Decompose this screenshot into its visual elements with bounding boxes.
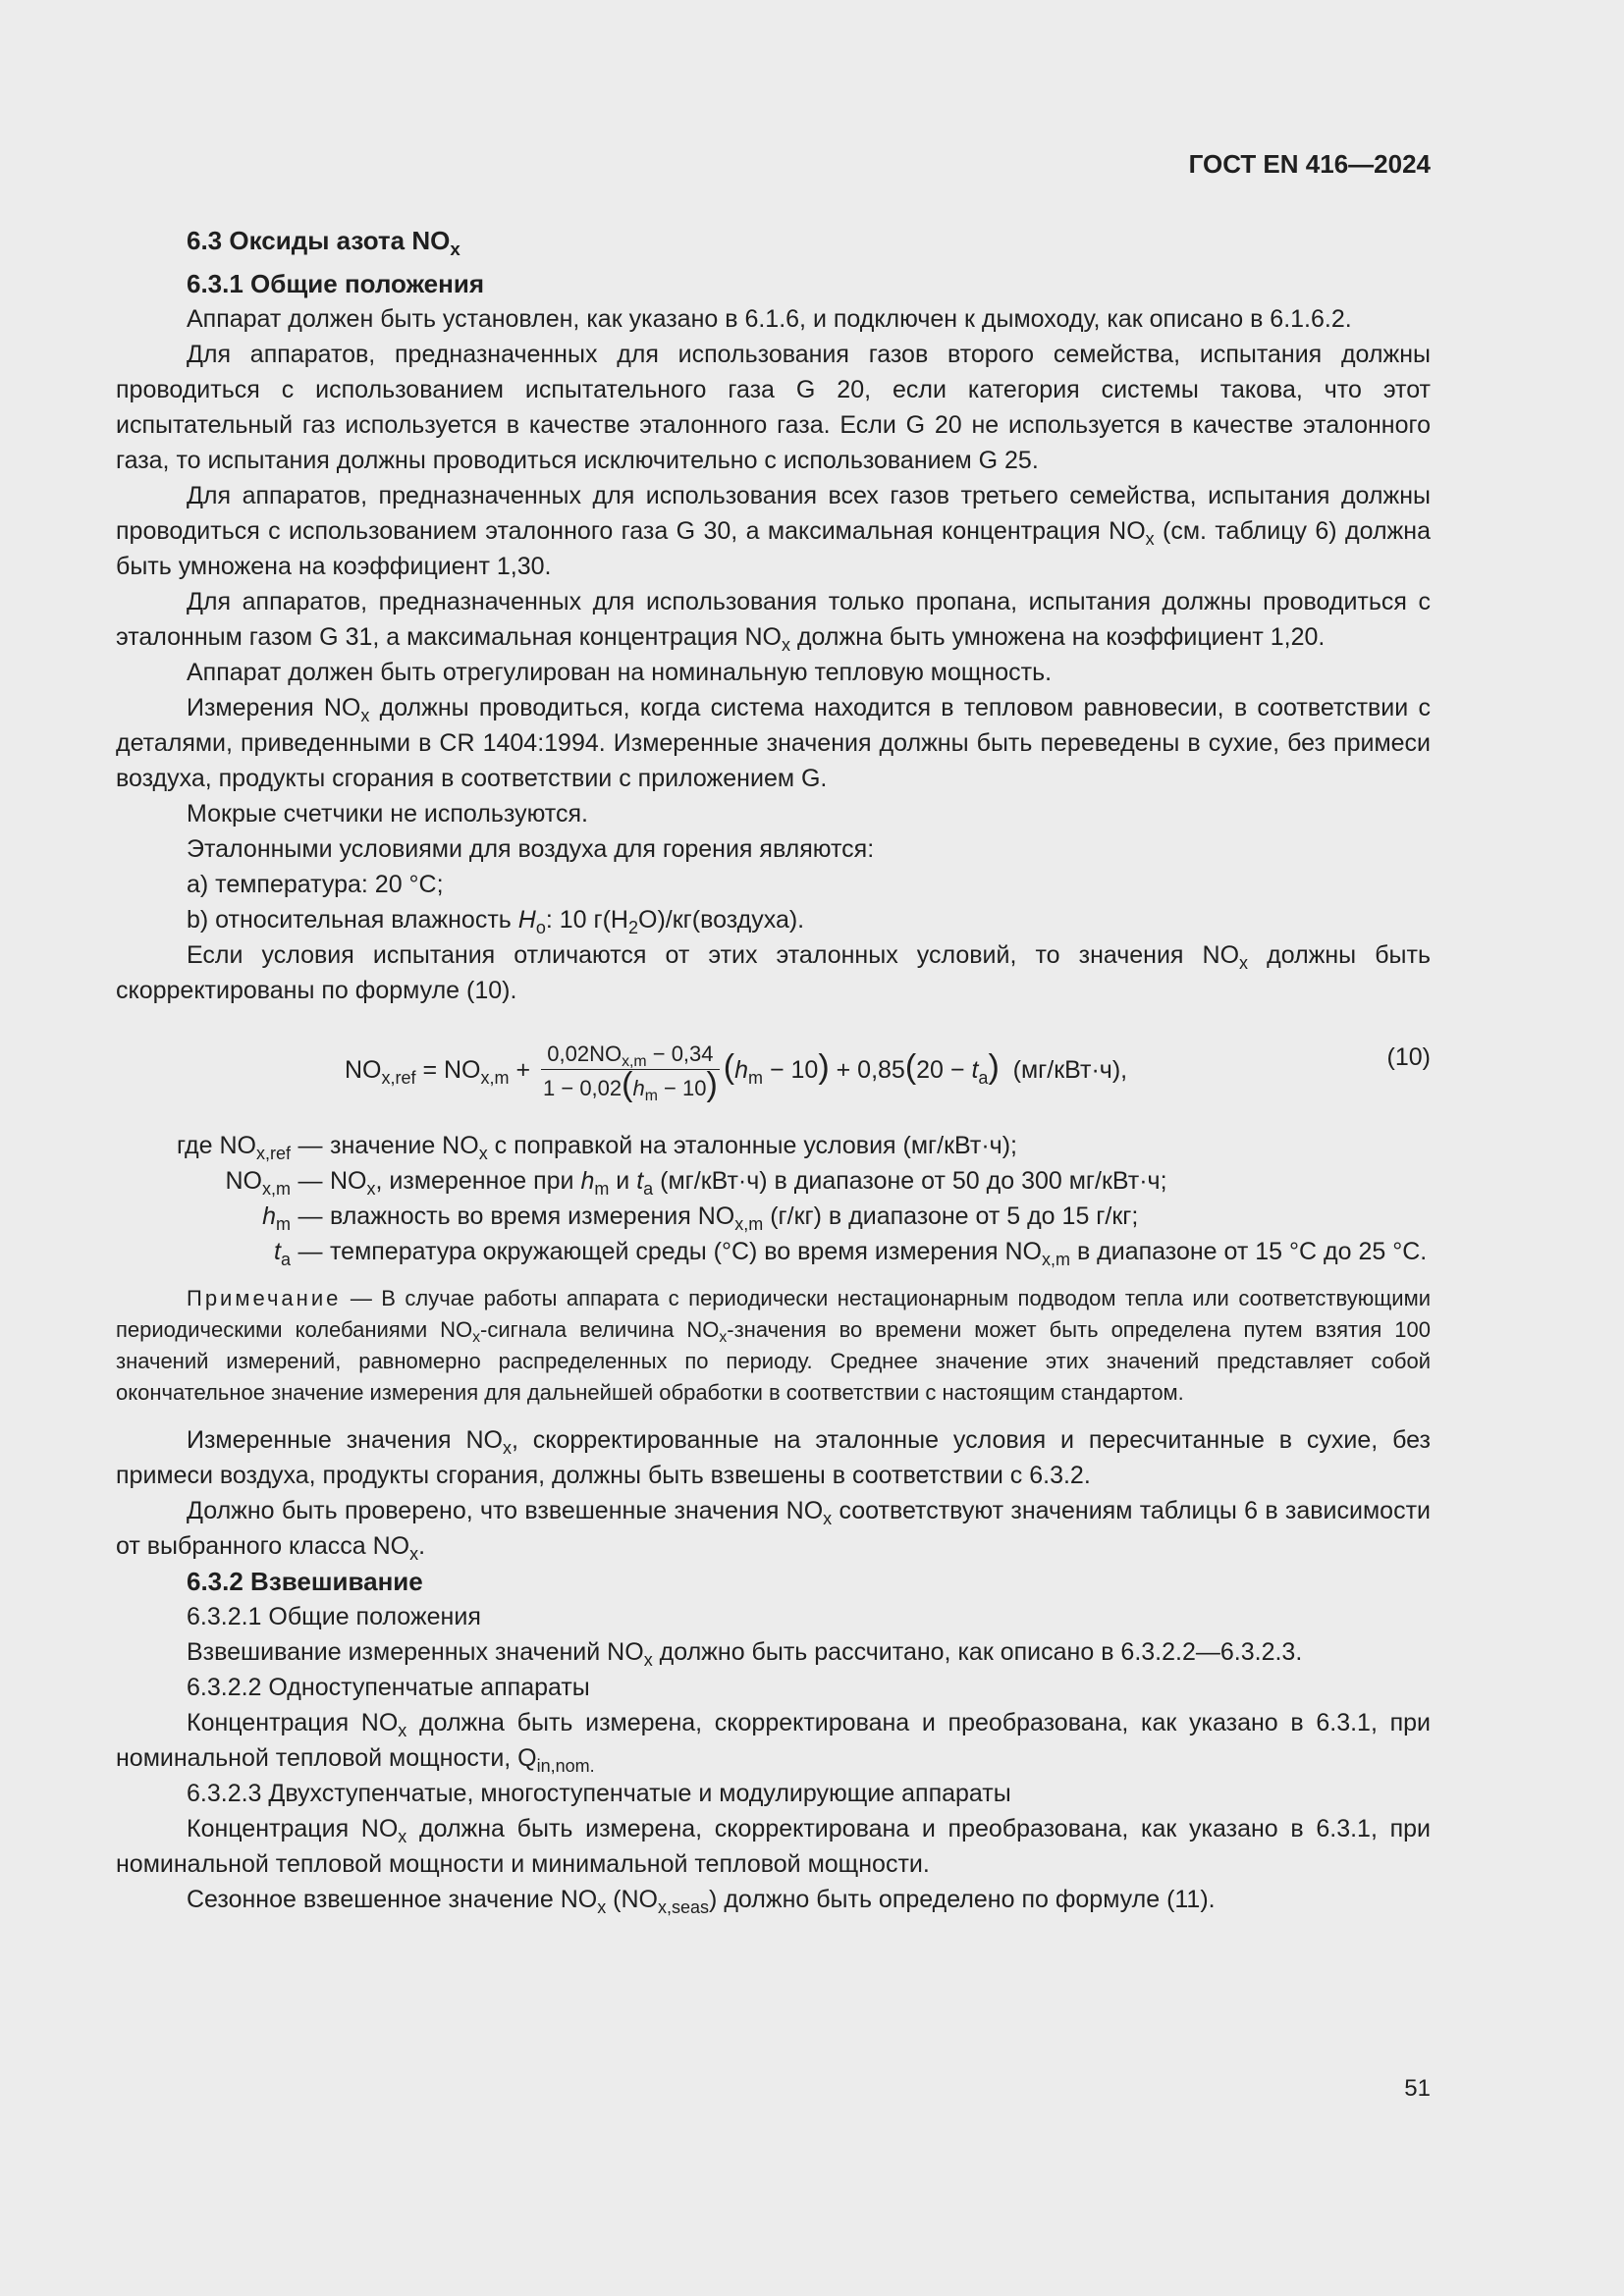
- paragraph: Измеренные значения $NO_x$, скорректированные на эталонные условия и пересчитанные в сухие, без примеси воздуха, продукты сгорания, должны быть взвешены в соответствии с 6.3.2.: [116, 1426, 1431, 1489]
- definition-row: где $NO_{x,ref}$ — значение $NO_x$ с поправкой на эталонные условия (мг/кВт·ч);: [177, 1132, 1017, 1163]
- paragraph: Должно быть проверено, что взвешенные значения $NO_x$ соответствуют значениям таблицы 6 в зависимости от выбранного класса $NO_x$.: [116, 1497, 1431, 1564]
- paragraph: Концентрация $NO_x$ должна быть измерена, скорректирована и преобразована, как указано в 6.3.1, при номинальной тепловой мощности, $Q_{in,nom.}$: [116, 1709, 1431, 1776]
- paragraph: Взвешивание измеренных значений $NO_x$ должно быть рассчитано, как описано в 6.3.2.2—6.3.2.3.: [187, 1638, 1303, 1670]
- variable-definitions: [116, 1128, 1431, 1269]
- paragraph: Аппарат должен быть отрегулирован на номинальную тепловую мощность.: [187, 659, 1053, 686]
- paragraph: Для аппаратов, предназначенных для использования всех газов третьего семейства, испытания должны проводиться с использованием эталонного газа G 30, а максимальная концентрация $NO_x$ (см. таблицу 6) должна быть умножена на коэффициент 1,30.: [116, 482, 1431, 580]
- page-number: 51: [1404, 2075, 1431, 2102]
- section-title-6-3-1: 6.3.1 Общие положения: [187, 269, 484, 298]
- definition-row: $h_m$ — влажность во время измерения $NO_{x,m}$ (г/кг) в диапазоне от 5 до 15 г/кг;: [262, 1202, 1139, 1234]
- paragraph: Для аппаратов, предназначенных для использования газов второго семейства, испытания должны проводиться с использованием испытательного газа G 20, если категория системы такова, что этот испытательный газ используется в качестве эталонного газа. Если G 20 не используется в качестве эталонного газа, то испытания должны проводиться исключительно с использованием G 25.: [116, 341, 1431, 474]
- paragraph: Сезонное взвешенное значение $NO_x$ $(NO_{x,seas})$ должно быть определено по формуле (11).: [187, 1886, 1216, 1917]
- definition-row: $t_a$ — температура окружающей среды (°C) во время измерения $NO_{x,m}$ в диапазоне от 15 °C до 25 °C.: [274, 1238, 1428, 1269]
- paragraph: Измерения $NO_x$ должны проводиться, когда система находится в тепловом равновесии, в соответствии с деталями, приведенными в CR 1404:1994. Измеренные значения должны быть переведены в сухие, без примеси воздуха, продукты сгорания в соответствии с приложением G.: [116, 694, 1431, 792]
- subsection-title: 6.3.2.3 Двухступенчатые, многоступенчатые и модулирующие аппараты: [187, 1780, 1011, 1807]
- note: Примечание — В случае работы аппарата с периодически нестационарным подводом тепла или соответствующими периодическими колебаниями $NO_x$-сигнала величина $NO_x$-значения во времени может быть определена путем взятия 100 значений измерений, равномерно распределенных по периоду. Среднее значение этих значений представляет собой окончательное значение измерения для дальнейшей обработки в соответствии с настоящим стандартом.: [116, 1286, 1431, 1405]
- paragraph: Мокрые счетчики не используются.: [187, 800, 588, 828]
- paragraph: Если условия испытания отличаются от этих эталонных условий, то значения $NO_x$ должны быть скорректированы по формуле (10).: [116, 941, 1431, 1004]
- formula-expression: $NO_{x,ref} = NO_{x,m}$ + $\frac{0,02NO_{x,m} - 0,34}{1 - 0,02(h_m - 10)}$ $(h_m - 10) + 0,85(20 - t_a)$ (мг/кВт·ч),: [345, 1041, 1128, 1105]
- page-content: [116, 223, 1431, 1917]
- paragraph: Для аппаратов, предназначенных для использования только пропана, испытания должны проводиться с эталонным газом G 31, а максимальная концентрация $NO_x$ должна быть умножена на коэффициент 1,20.: [116, 588, 1431, 655]
- subsection-title: 6.3.2.1 Общие положения: [187, 1603, 481, 1630]
- paragraph: Аппарат должен быть установлен, как указано в 6.1.6, и подключен к дымоходу, как описано в 6.1.6.2.: [187, 305, 1352, 333]
- subsection-title: 6.3.2.2 Одноступенчатые аппараты: [187, 1674, 590, 1701]
- paragraph: Эталонными условиями для воздуха для горения являются:: [187, 835, 875, 863]
- formula-fraction: $\frac{0,02NO_{x,m} - 0,34}{1 - 0,02(h_m - 10)}$: [543, 1041, 718, 1105]
- formula-number: (10): [1386, 1043, 1431, 1071]
- list-item: b) относительная влажность $H_o$: 10 $г(H_2O)/кг(воздуха)$.: [187, 906, 805, 937]
- paragraph: Концентрация $NO_x$ должна быть измерена, скорректирована и преобразована, как указано в 6.3.1, при номинальной тепловой мощности и минимальной тепловой мощности.: [116, 1815, 1431, 1878]
- standard-header: ГОСТ EN 416—2024: [1188, 149, 1431, 179]
- section-title-6-3: 6.3 Оксиды азота $NO_x$: [187, 226, 460, 259]
- list-item: a) температура: 20 °C;: [187, 871, 444, 898]
- formula-10: [116, 1016, 1431, 1122]
- section-title-6-3-2: 6.3.2 Взвешивание: [187, 1567, 423, 1596]
- definition-row: $NO_{x,m}$ — $NO_x$, измеренное при $h_m$ и $t_a$ (мг/кВт·ч) в диапазоне от 50 до 300 мг/кВт·ч;: [225, 1167, 1167, 1199]
